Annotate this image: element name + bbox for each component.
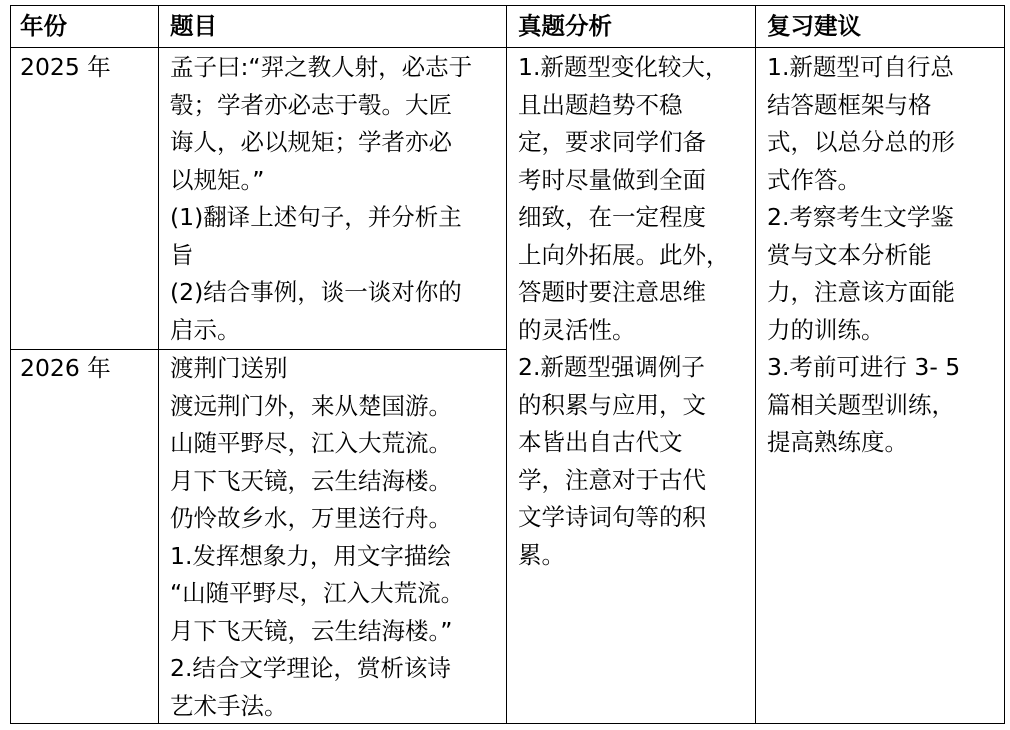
advice-line: 篇相关题型训练， [767,390,955,419]
question-line: 启示。 [170,315,241,344]
analysis-line: 学，注意对于古代 [518,465,706,494]
question-line: “山随平野尽，江入大荒流。 [170,579,465,607]
analysis-cell [518,49,730,574]
question-line: 2.结合文学理论，赏析该诗 [170,654,451,682]
analysis-line: 的灵活性。 [518,315,636,344]
advice-line: 力的训练。 [767,315,885,344]
analysis-line: 细致，在一定程度 [518,203,706,231]
question-line: 1.发挥想象力，用文字描绘 [170,541,451,570]
year-2026: 2026 年 [20,354,111,382]
question-2026 [170,350,464,725]
advice-cell [767,49,960,462]
column-divider-1 [158,5,159,724]
year-2025: 2025 年 [20,53,111,81]
advice-line: 2.考察考生文学鉴 [767,203,954,231]
header-advice: 复习建议 [767,12,861,40]
advice-line: 赏与文本分析能 [767,240,932,269]
table-border-left [10,5,11,724]
advice-line: 3.考前可进行 3- 5 [767,353,961,381]
table-border-top [10,5,1005,6]
question-line: 艺术手法。 [170,691,288,720]
question-line: 渡远荆门外，来从楚国游。 [170,391,452,420]
question-line: 仍怜故乡水，万里送行舟。 [170,504,452,532]
analysis-line: 1.新题型变化较大， [518,53,729,81]
question-line: 以规矩。” [170,165,265,194]
advice-line: 力，注意该方面能 [767,278,955,306]
header-year: 年份 [20,12,67,40]
column-divider-2 [506,5,507,724]
advice-line: 式，以总分总的形 [767,128,955,156]
analysis-line: 考时尽量做到全面 [518,165,706,194]
question-line: 渡荆门送别 [170,354,288,382]
table-border-right [1004,5,1005,724]
analysis-line: 上向外拓展。此外， [518,240,730,269]
analysis-line: 2.新题型强调例子 [518,353,705,381]
analysis-line: 的积累与应用，文 [518,390,706,419]
question-line: 彀；学者亦必志于彀。大匠 [170,90,452,119]
question-line: 旨 [170,240,194,269]
header-analysis: 真题分析 [518,12,612,40]
question-line: 月下飞天镜，云生结海楼。 [170,466,452,495]
analysis-line: 且出题趋势不稳 [518,90,683,119]
question-2025 [170,49,472,349]
advice-line: 结答题框架与格 [767,90,932,119]
header-divider [10,47,1005,48]
analysis-line: 累。 [518,540,565,569]
analysis-line: 本皆出自古代文 [518,428,683,456]
question-line: (2)结合事例，谈一谈对你的 [170,278,462,306]
column-divider-3 [755,5,756,724]
question-line: 孟子曰:“羿之教人射，必志于 [170,53,473,81]
advice-line: 1.新题型可自行总 [767,53,954,81]
analysis-line: 定，要求同学们备 [518,128,706,156]
question-line: (1)翻译上述句子，并分析主 [170,203,462,231]
header-question: 题目 [170,12,217,40]
question-line: 诲人，必以规矩；学者亦必 [170,128,452,156]
analysis-line: 文学诗词句等的积 [518,503,706,531]
table-border-bottom [10,723,1005,724]
question-line: 山随平野尽，江入大荒流。 [170,429,452,457]
advice-line: 提高熟练度。 [767,428,908,456]
advice-line: 式作答。 [767,165,861,194]
question-line: 月下飞天镜，云生结海楼。” [170,616,453,645]
analysis-line: 答题时要注意思维 [518,278,706,306]
